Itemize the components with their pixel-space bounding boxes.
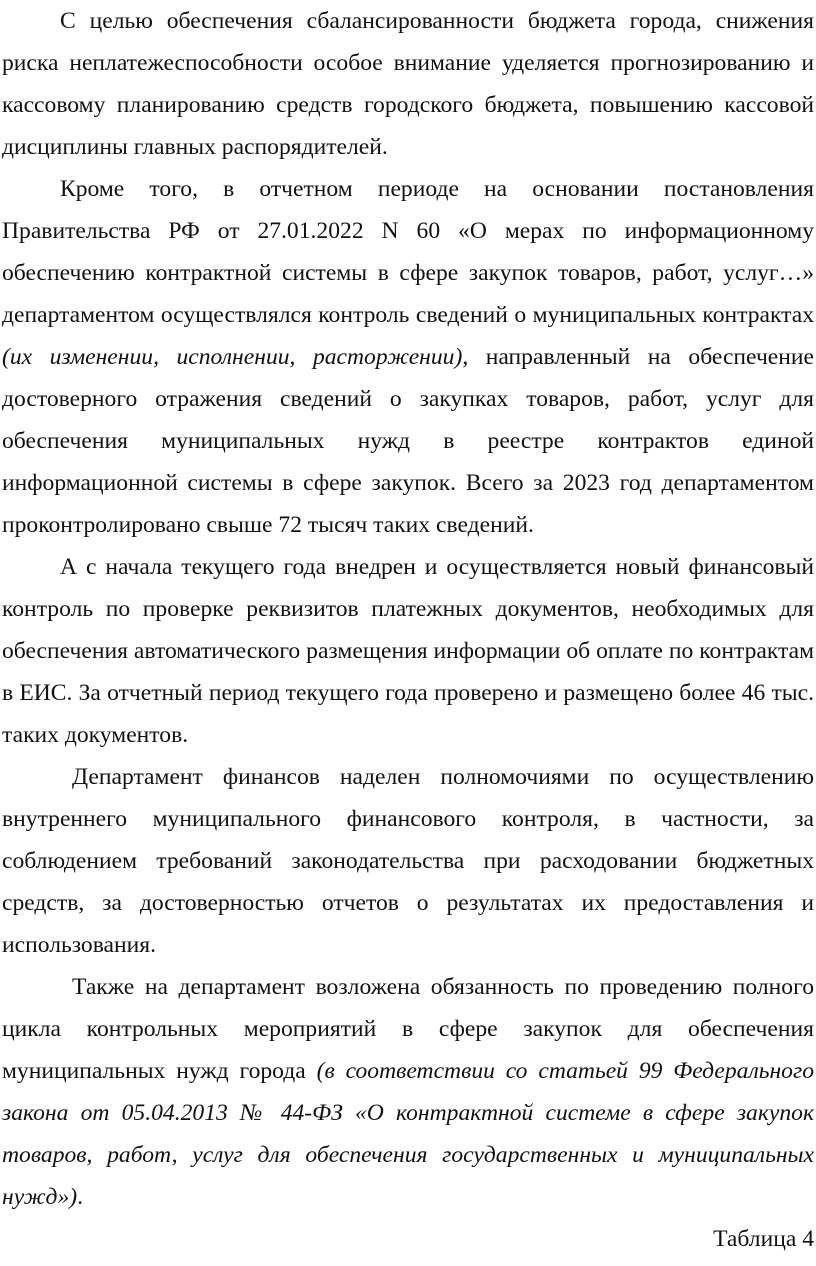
paragraph-text: Также на департамент возложена обязанность по проведению полного цикла контрольных мероприятий в сфере закупок для обеспечения муниципальных нужд города [2, 974, 814, 1084]
paragraph-internal-control [2, 756, 814, 966]
paragraph-procurement-control [2, 966, 814, 1218]
document-page [2, 0, 814, 1260]
paragraph-contract-control [2, 168, 814, 546]
paragraph-payment-control [2, 546, 814, 756]
paragraph-italic-text: (их изменении, исполнении, расторжении) [2, 344, 463, 370]
paragraph-text: Департамент финансов наделен полномочиями по осуществлению внутреннего муниципального финансового контроля, в частности, за соблюдением требований законодательства при расходовании бюджетных средств, за достоверностью отчетов о результатах их предоставления и использования. [2, 764, 814, 958]
paragraph-text: Кроме того, в отчетном периоде на основании постановления Правительства РФ от 27.01.2022 N 60 «О мерах по информационному обеспечению контрактной системы в сфере закупок товаров, работ, услуг…» департаментом осуществлялся контроль сведений о муниципальных контрактах [2, 176, 814, 328]
table-caption: Таблица 4 [713, 1226, 814, 1252]
paragraph-italic-text: (в соответствии со статьей 99 Федерального закона от 05.04.2013 № 44-ФЗ «О контрактной системе в сфере закупок товаров, работ, услуг для обеспечения государственных и муниципальных нужд») [2, 1058, 814, 1210]
paragraph-text-continued: , направленный на обеспечение достоверного отражения сведений о закупках товаров, работ, услуг для обеспечения муниципальных нужд в реестре контрактов единой информационной системы в сфере закупок. Всего за 2023 год департаментом проконтролировано свыше 72 тысяч таких сведений. [2, 344, 815, 538]
paragraph-text: С целью обеспечения сбалансированности бюджета города, снижения риска неплатежеспособности особое внимание уделяется прогнозированию и кассовому планированию средств городского бюджета, повышению кассовой дисциплины главных распорядителей. [2, 8, 814, 160]
paragraph-text: А с начала текущего года внедрен и осуществляется новый финансовый контроль по проверке реквизитов платежных документов, необходимых для обеспечения автоматического размещения информации об оплате по контрактам в ЕИС. За отчетный период текущего года проверено и размещено более 46 тыс. таких документов. [2, 554, 814, 748]
paragraph-budget-balance [2, 0, 814, 168]
paragraph-text-continued: . [77, 1184, 84, 1210]
